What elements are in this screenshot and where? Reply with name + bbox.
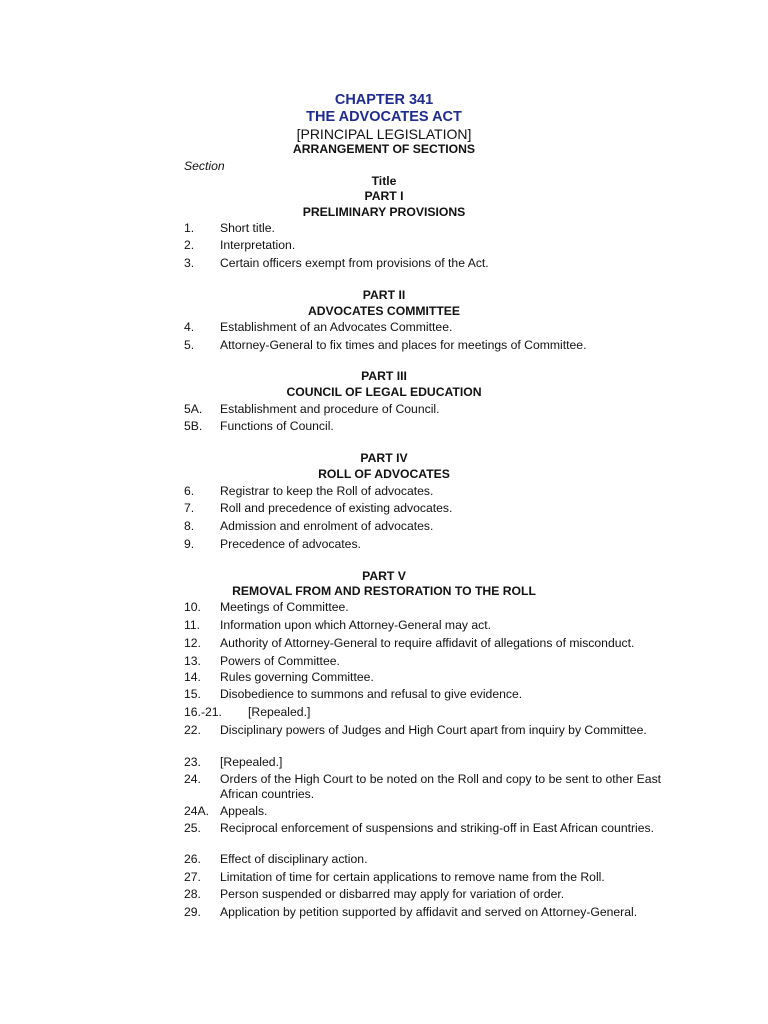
section-number: 15. [184,687,201,701]
section-title: Attorney-General to fix times and places for meetings of Committee. [220,338,587,352]
section-number: 8. [184,519,195,533]
section-number: 11. [184,618,201,632]
section-number: 4. [184,320,195,334]
principal-legislation-label: [PRINCIPAL LEGISLATION] [296,126,472,142]
section-number: 5B. [184,419,203,433]
section-number: 1. [184,221,195,235]
section-number: 10. [184,600,201,614]
section-number: 29. [184,905,201,919]
section-number: 13. [184,654,201,668]
section-number: 6. [184,484,195,498]
section-title: Interpretation. [220,238,296,252]
chapter-number: CHAPTER 341 [334,92,434,108]
title-label: Title [371,174,397,188]
part-label: PART III [361,369,407,383]
section-title: Person suspended or disbarred may apply for variation of order. [220,887,565,901]
part-label: PART V [362,569,406,583]
part-label: PART II [362,288,406,302]
part-label: PART I [364,189,404,203]
section-title: Rules governing Committee. [220,670,374,684]
section-number: 26. [184,852,201,866]
section-title: Short title. [220,221,275,235]
part-label: PART IV [360,451,408,465]
part-heading: REMOVAL FROM AND RESTORATION TO THE ROLL [232,584,536,598]
arrangement-heading: ARRANGEMENT OF SECTIONS [292,142,476,156]
act-title: THE ADVOCATES ACT [306,109,462,125]
section-number: 12. [184,636,201,650]
section-number: 22. [184,723,201,737]
part-heading: COUNCIL OF LEGAL EDUCATION [286,385,482,399]
section-title: [Repealed.] [248,705,311,719]
section-title: Registrar to keep the Roll of advocates. [220,484,434,498]
section-title: Establishment of an Advocates Committee. [220,320,453,334]
section-title: Powers of Committee. [220,654,340,668]
section-title: Appeals. [220,804,268,818]
section-title: Effect of disciplinary action. [220,852,368,866]
part-heading: ADVOCATES COMMITTEE [307,304,461,318]
section-title: Disobedience to summons and refusal to give evidence. [220,687,523,701]
section-title: Disciplinary powers of Judges and High Court apart from inquiry by Committee. [220,723,647,737]
section-title: Orders of the High Court to be noted on the Roll and copy to be sent to other East African countries. [220,772,662,801]
section-number: 24. [184,772,201,786]
section-number: 2. [184,238,195,252]
section-title: Functions of Council. [220,419,334,433]
section-title: Establishment and procedure of Council. [220,402,440,416]
section-number: 27. [184,870,201,884]
part-heading: PRELIMINARY PROVISIONS [302,205,466,219]
section-label: Section [184,159,225,173]
section-number: 5. [184,338,195,352]
section-number: 7. [184,501,195,515]
section-title: Reciprocal enforcement of suspensions and striking-off in East African countries. [220,821,655,835]
section-title: Certain officers exempt from provisions of the Act. [220,256,489,270]
section-number: 9. [184,537,195,551]
section-number: 3. [184,256,195,270]
section-number: 5A. [184,402,203,416]
section-title: Meetings of Committee. [220,600,349,614]
section-title: Application by petition supported by affidavit and served on Attorney-General. [220,905,638,919]
section-title: Admission and enrolment of advocates. [220,519,434,533]
section-number: 25. [184,821,201,835]
section-number: 16.-21. [184,705,222,719]
section-title: [Repealed.] [220,755,283,769]
section-number: 24A. [184,804,210,818]
section-title: Precedence of advocates. [220,537,361,551]
section-title: Information upon which Attorney-General may act. [220,618,491,632]
section-title: Authority of Attorney-General to require affidavit of allegations of misconduct. [220,636,635,650]
section-number: 14. [184,670,201,684]
section-title: Limitation of time for certain applications to remove name from the Roll. [220,870,605,884]
part-heading: ROLL OF ADVOCATES [318,467,450,481]
section-title: Roll and precedence of existing advocates. [220,501,453,515]
section-number: 23. [184,755,201,769]
section-number: 28. [184,887,201,901]
